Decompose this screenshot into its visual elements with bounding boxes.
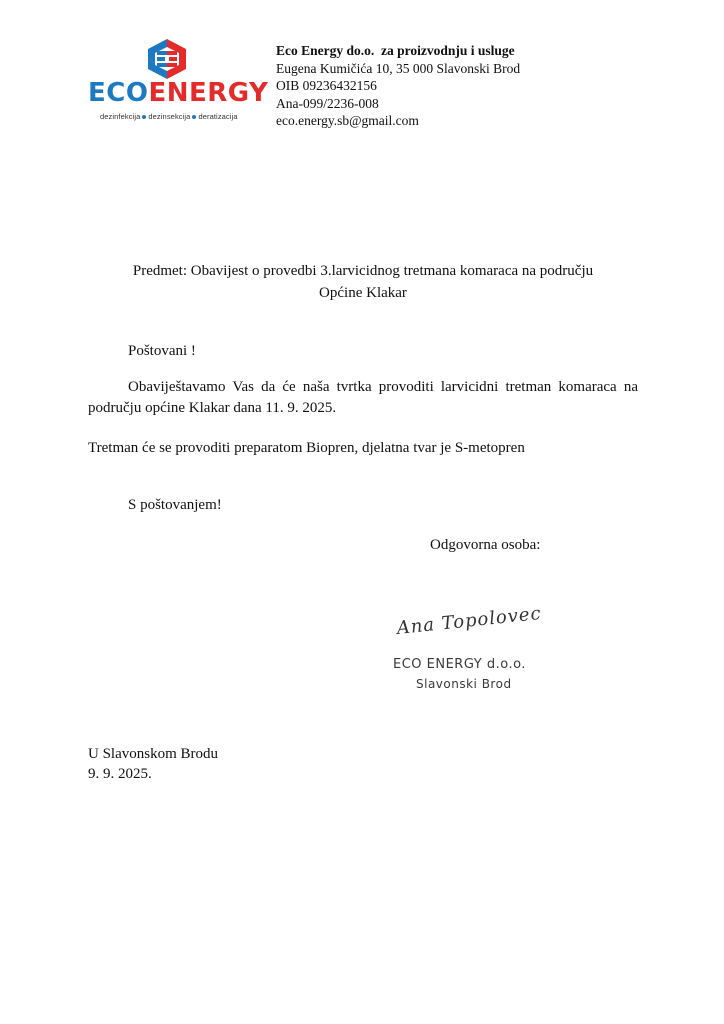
bullet-dot-icon bbox=[192, 115, 196, 119]
logo-tagline bbox=[100, 112, 260, 121]
company-oib: OIB 09236432156 bbox=[276, 78, 377, 93]
letter-notice: Obaviještavamo Vas da će naša tvrtka provoditi larvicidni tretman komaraca na području općine Klakar dana 11. 9. 2025. bbox=[88, 379, 638, 416]
tagline-item-deratization: deratizacija bbox=[198, 112, 238, 121]
logo-wordmark bbox=[88, 78, 269, 108]
company-info bbox=[276, 42, 696, 130]
company-address: Eugena Kumičića 10, 35 000 Slavonski Brod bbox=[276, 60, 521, 76]
letter-place: U Slavonskom Brodu bbox=[88, 746, 219, 762]
handwritten-signature: Ana Topolovec bbox=[395, 602, 543, 639]
company-email: eco.energy.sb@gmail.com bbox=[276, 113, 419, 128]
letter-date: 9. 9. 2025. bbox=[88, 766, 152, 782]
logo-word-energy: ENERGY bbox=[148, 78, 269, 108]
ecoenergy-logo-icon bbox=[143, 38, 191, 80]
company-logo bbox=[88, 38, 269, 130]
bullet-dot-icon bbox=[142, 115, 146, 119]
letter-greeting: Poštovani ! bbox=[128, 343, 196, 359]
logo-word-eco: ECO bbox=[88, 78, 149, 108]
letter-subject bbox=[88, 260, 638, 304]
company-phone: Ana-099/2236-008 bbox=[276, 95, 379, 111]
tagline-item-disinsection: dezinsekcija bbox=[148, 112, 191, 121]
tagline-item-disinfection: dezinfekcija bbox=[100, 112, 141, 121]
letter-closing: S poštovanjem! bbox=[128, 497, 222, 513]
stamp-company-name: ECO ENERGY d.o.o. bbox=[393, 657, 526, 672]
stamp-city: Slavonski Brod bbox=[416, 677, 512, 691]
company-name: Eco Energy do.o. za proizvodnju i usluge bbox=[276, 43, 515, 58]
responsible-person-label: Odgovorna osoba: bbox=[430, 537, 541, 553]
subject-line-1: Predmet: Obavijest o provedbi 3.larvicidnog tretmana komaraca na području bbox=[132, 263, 594, 279]
subject-line-2: Općine Klakar bbox=[319, 285, 407, 301]
letter-treatment: Tretman će se provoditi preparatom Biopren, djelatna tvar je S-metopren bbox=[88, 440, 525, 456]
